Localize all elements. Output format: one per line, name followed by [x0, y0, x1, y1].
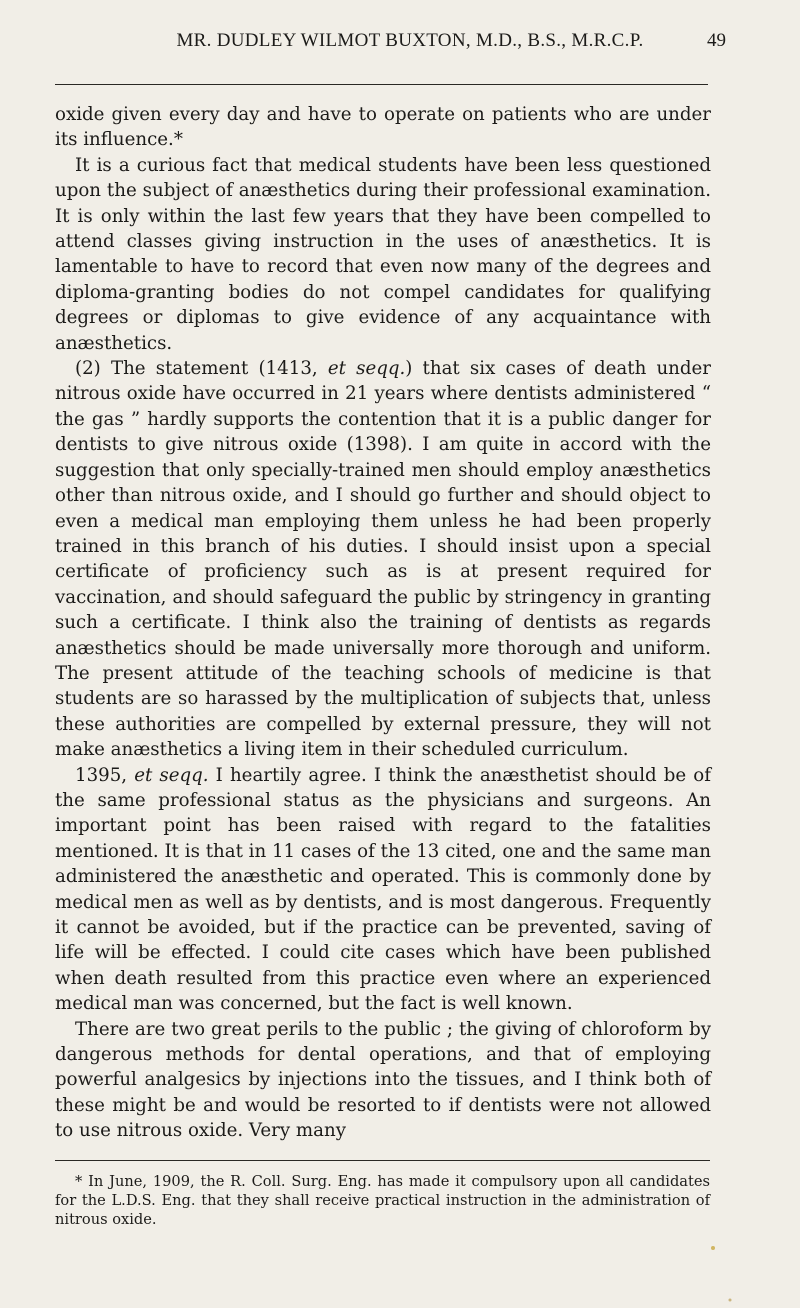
paragraph-3-rest: ) that six cases of death under nitrous oxide have occurred in 21 years where dentists administered “ the gas ” hardly supports the contention that it is a public danger for dentists to give nitrous oxide (1398). I am quite in accord with the suggestion that only specially-trained men should employ anæsthetics other than nitrous oxide, and I should go further and should object to even a medical man employing them unless he had been properly trained in this branch of his duties. I should insist upon a special certificate of proficiency such as is at present required for vaccination, and should safeguard the public by stringency in granting such a certificate. I think also the training of dentists as regards anæsthetics should be made universally more thorough and uniform. The present attitude of the teaching schools of medicine is that students are so harassed by the multiplication of subjects that, unless these authorities are compelled by external pressure, they will not make anæsthetics a living item in their scheduled curriculum.: [55, 358, 711, 761]
paragraph-4: [55, 763, 711, 1017]
paragraph-3-start: (2) The statement (1413,: [75, 358, 328, 380]
paragraph-3: [55, 356, 711, 763]
body-text: [55, 102, 711, 1144]
paragraph-4-italic: et seqq.: [134, 764, 209, 786]
footnote-rule: [55, 1160, 710, 1161]
paragraph-2: It is a curious fact that medical students have been less questioned upon the subject of anæsthetics during their professional examination. It is only within the last few years that they have been compelled to attend classes giving instruction in the uses of anæsthetics. It is lamentable to have to record that even now many of the degrees and diploma-granting bodies do not compel candidates for qualifying degrees or diplomas to give evidence of any acquaintance with anæsthetics.: [55, 154, 711, 354]
paragraph-4-rest: I heartily agree. I think the anæsthetist should be of the same professional status as the physicians and surgeons. An important point has been raised with regard to the fatalities mentioned. It is that in 11 cases of the 13 cited, one and the same man administered the anæsthetic and operated. This is commonly done by medical men as well as by dentists, and is most dangerous. Frequently it cannot be avoided, but if the practice can be prevented, saving of life will be effected. I could cite cases which have been published when death resulted from this practice even where an experienced medical man was concerned, but the fact is well known.: [55, 764, 711, 1015]
page-number: 49: [707, 30, 726, 51]
paragraph-3-italic: et seqq.: [327, 358, 406, 380]
paragraph-5: There are two great perils to the public ; the giving of chloroform by dangerous methods for dental operations, and that of employing powerful analgesics by injections into the tissues, and I think both of these might be and would be resorted to if dentists were not allowed to use nitrous oxide. Very many: [55, 1018, 711, 1142]
paragraph-4-start: 1395,: [75, 764, 135, 786]
running-title: MR. DUDLEY WILMOT BUXTON, M.D., B.S., M.R.C.P.: [176, 30, 644, 51]
paragraph-1: oxide given every day and have to operate on patients who are under its influence.*: [55, 104, 711, 151]
footnote: * In June, 1909, the R. Coll. Surg. Eng. has made it compulsory upon all candidates for the L.D.S. Eng. that they shall receive practical instruction in the administration of nitrous oxide.: [55, 1173, 710, 1228]
header-rule: [55, 84, 708, 85]
